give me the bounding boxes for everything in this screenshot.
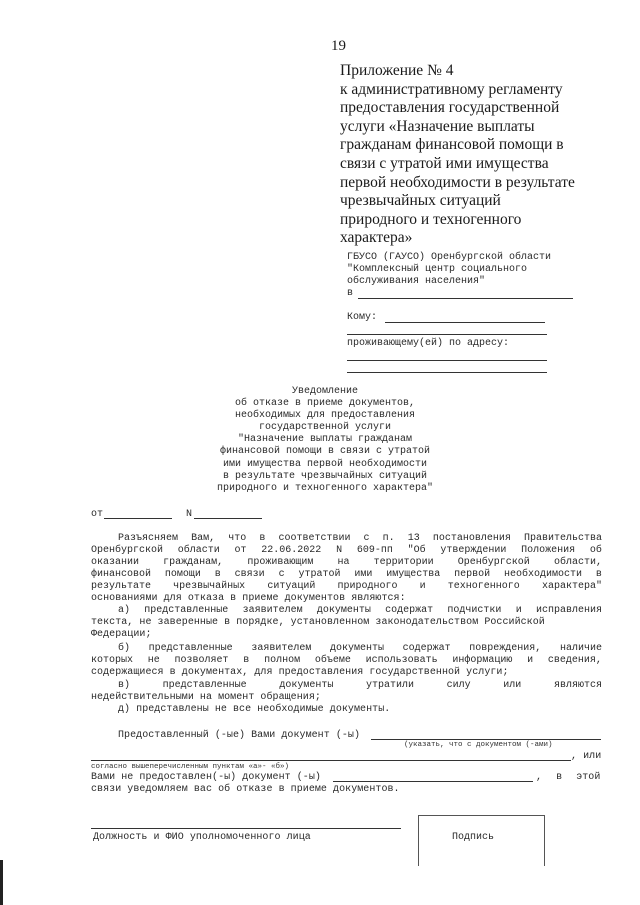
notice-title-line: государственной услуги (258, 422, 392, 434)
notice-title-line: "Назначение выплаты гражданам (237, 434, 413, 446)
word: и (419, 581, 426, 592)
paragraph-line (91, 545, 602, 556)
submitted-label: Предоставленный (-ые) Вами документ (-ы) (118, 730, 361, 741)
word: 609-пп (356, 545, 393, 556)
appendix-line: первой необходимости в результате (340, 173, 575, 191)
not-submitted-label: Вами не предоставлен(-ы) документ (-ы) (91, 772, 321, 783)
appendix-line: чрезвычайных ситуаций (340, 192, 501, 210)
address-line-1[interactable] (347, 360, 547, 361)
word: или (503, 680, 522, 691)
word: и (515, 605, 522, 616)
word: финансовой (91, 569, 152, 580)
word: результате (91, 581, 152, 592)
word: представленные (162, 680, 247, 691)
submitted-or: , или (571, 751, 602, 762)
word: наличие (559, 643, 602, 654)
word: информацию (452, 655, 513, 666)
word: ситуаций (267, 581, 316, 592)
word: с (363, 533, 370, 544)
word: ими (354, 569, 373, 580)
word: Положения (521, 545, 576, 556)
item-v-line: недействительными на момент обращения; (91, 692, 321, 703)
scan-edge-mark (0, 860, 3, 905)
submitted-hint: (указать, что с документом (-ами) (404, 741, 553, 749)
address-line-2[interactable] (347, 372, 547, 373)
word: представленные (144, 605, 229, 616)
residing-label: проживающему(ей) по адресу: (347, 338, 510, 349)
word: являются (553, 680, 602, 691)
to-field-line-2[interactable] (347, 334, 547, 335)
submitted-field-line[interactable] (371, 739, 601, 740)
word: не (147, 655, 160, 666)
appendix-line: природного и техногенного (340, 210, 522, 228)
word: а) (118, 605, 131, 616)
appendix-line: связи с утратой ими имущества (340, 154, 549, 172)
word: утратой (298, 569, 341, 580)
item-d-line: д) представлены не все необходимые документы. (118, 704, 391, 715)
word: техногенного (447, 581, 520, 592)
word: силу (446, 680, 471, 691)
word: документы (329, 643, 384, 654)
paragraph-line (91, 569, 602, 580)
word: соответствии (278, 533, 351, 544)
word: с (278, 569, 285, 580)
notice-title-line: природного и техногенного характера" (216, 482, 434, 494)
word: использовать (365, 655, 438, 666)
word: 13 (407, 533, 420, 544)
appendix-line: услуги «Назначение выплаты (340, 117, 535, 135)
not-submitted-field-line[interactable] (333, 781, 533, 782)
word: п. (382, 533, 395, 544)
word: первой (454, 569, 491, 580)
word: документы (279, 680, 334, 691)
word: утверждении (440, 545, 507, 556)
notice-title-line: необходимых для предоставления (234, 410, 416, 422)
appendix-line: гражданам финансовой помощи в (340, 136, 564, 154)
word: содержат (385, 605, 434, 616)
org-line: обслуживания населения" (347, 276, 486, 287)
word: Вам, (191, 533, 216, 544)
closing-line: связи уведомляем вас об отказе в приеме документов. (91, 784, 400, 795)
word: на (337, 557, 350, 568)
word: чрезвычайных (173, 581, 246, 592)
org-line: ГБУСО (ГАУСО) Оренбургской области (347, 252, 552, 263)
word: области (177, 545, 220, 556)
word: что (228, 533, 247, 544)
word: "Об (407, 545, 426, 556)
word: характера" (541, 581, 602, 592)
word: в (595, 569, 602, 580)
word: проживающим (247, 557, 314, 568)
word: помощи (164, 569, 201, 580)
notice-title-line: в результате чрезвычайных ситуаций (222, 470, 428, 482)
appendix-line: Приложение № 4 (340, 62, 454, 79)
appendix-line: к административному регламенту (340, 80, 563, 98)
word: документы (316, 605, 371, 616)
word: в (259, 533, 266, 544)
word: полном (264, 655, 301, 666)
item-a-line: Федерации; (91, 629, 152, 640)
appendix-header (340, 62, 610, 248)
submitted-note: согласно вышеперечисленным пунктам «а»- «б») (91, 763, 290, 771)
word: оказании (91, 557, 140, 568)
word: б) (118, 643, 131, 654)
appendix-line: предоставления государственной (340, 99, 560, 117)
word: заявителем (251, 643, 312, 654)
item-b-line (118, 643, 602, 654)
word: которых (91, 655, 134, 666)
org-line: "Комплексный центр социального (347, 264, 528, 275)
word: об (589, 545, 602, 556)
word: заявителем (242, 605, 303, 616)
item-a-line (118, 605, 602, 616)
word: необходимости (504, 569, 583, 580)
paragraph-line (118, 533, 602, 544)
appendix-line: характера» (340, 229, 413, 247)
position-field-line[interactable] (91, 828, 401, 829)
paragraph-line (91, 557, 602, 568)
submitted-field-line-2[interactable] (91, 760, 571, 761)
word: в (214, 569, 221, 580)
notice-title-line: ими имущества первой необходимости (222, 458, 428, 470)
page-number: 19 (331, 38, 346, 54)
notice-title-line: финансовой помощи в связи с утратой (219, 446, 431, 458)
item-b-line: содержащиеся в документах, для предоставления государственной услуги; (91, 667, 509, 678)
notice-title-line: Уведомление (291, 386, 358, 397)
word: и (527, 655, 534, 666)
word: постановления (432, 533, 511, 544)
word: природного (337, 581, 398, 592)
word: имущества (386, 569, 441, 580)
word: Правительства (523, 533, 602, 544)
date-label: от (91, 509, 104, 520)
number-field-line[interactable] (194, 518, 262, 519)
paragraph-line (91, 581, 602, 592)
org-name-line[interactable] (358, 298, 573, 299)
to-label: Кому: (347, 312, 378, 323)
word: подчистки (447, 605, 502, 616)
word: территории (373, 557, 434, 568)
item-a-line: текста, не заверенные в порядке, установленном законодательством Российской (91, 617, 545, 628)
org-prefix-v: в (347, 288, 354, 299)
word: 22.06.2022 (261, 545, 322, 556)
number-label: N (186, 509, 193, 520)
signature-label: Подпись (452, 832, 495, 843)
word: содержат (402, 643, 451, 654)
word: гражданам, (163, 557, 224, 568)
word: связи (234, 569, 265, 580)
word: области, (553, 557, 602, 568)
not-submitted-suffix: , в этой (536, 772, 601, 783)
word: в (243, 655, 250, 666)
item-b-line (91, 655, 602, 666)
word: повреждения, (469, 643, 542, 654)
word: представленные (148, 643, 233, 654)
date-field-line[interactable] (104, 518, 172, 519)
word: объеме (314, 655, 351, 666)
word: утратили (365, 680, 414, 691)
item-v-line (118, 680, 602, 691)
word: N (336, 545, 343, 556)
notice-title-line: об отказе в приеме документов, (234, 398, 416, 410)
word: в) (118, 680, 131, 691)
word: исправления (535, 605, 602, 616)
word: от (234, 545, 247, 556)
word: Разъясняем (118, 533, 179, 544)
position-label: Должность и ФИО уполномоченного лица (93, 832, 311, 843)
word: сведения, (547, 655, 602, 666)
paragraph-line: основаниями для отказа в приеме документов являются: (91, 593, 406, 604)
word: Оренбургской (91, 545, 164, 556)
notice-title (190, 386, 460, 495)
word: Оренбургской (457, 557, 530, 568)
word: позволяет (174, 655, 229, 666)
to-field-line[interactable] (385, 322, 545, 323)
